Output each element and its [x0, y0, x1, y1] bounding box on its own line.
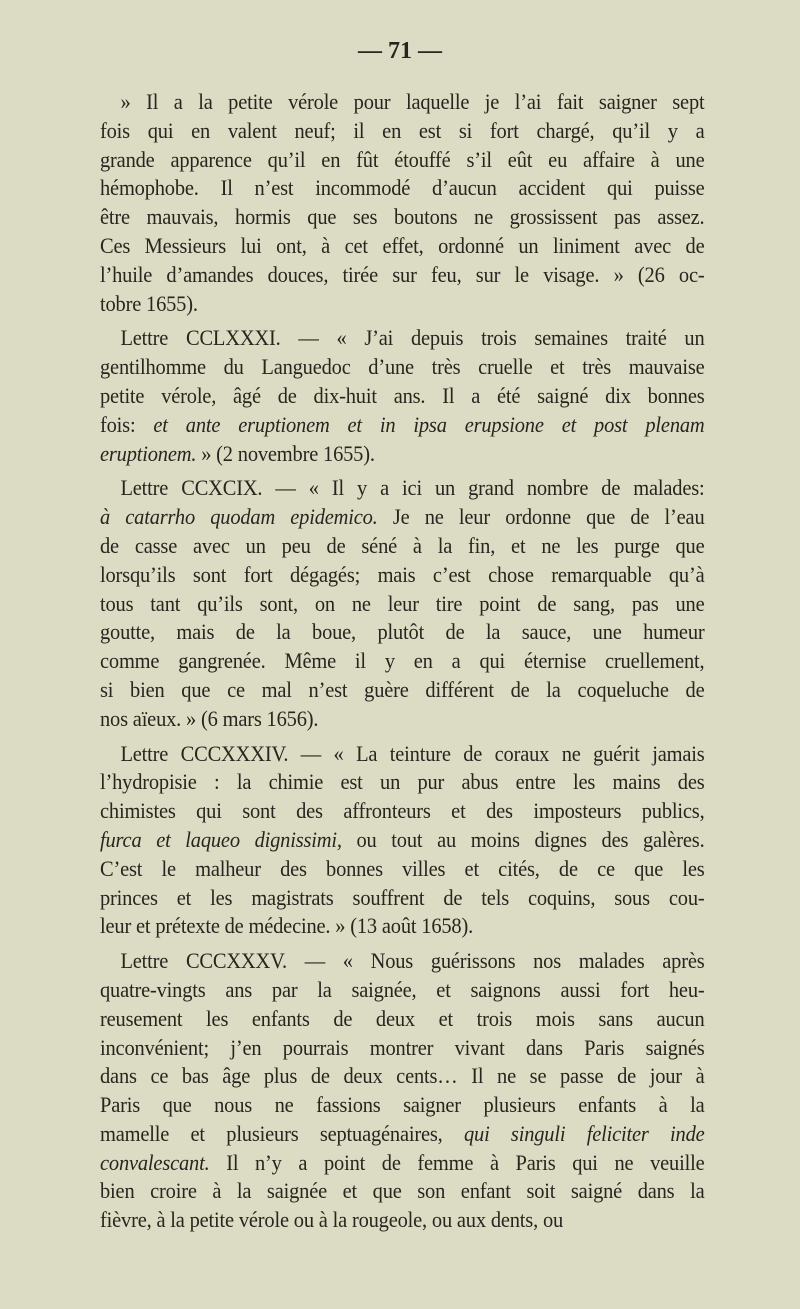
- text-segment: C’est le malheur des bonnes villes et cités, de ce que les: [100, 855, 705, 881]
- text-line: [100, 503, 705, 532]
- text-line: [100, 232, 705, 261]
- text-line: [100, 1120, 705, 1149]
- text-line: [100, 1034, 705, 1063]
- latin-italic-text: furca et laqueo dignissimi,: [100, 826, 342, 852]
- text-line: [100, 590, 705, 619]
- text-line: [100, 1149, 705, 1178]
- text-line: [100, 353, 705, 382]
- text-line: [100, 705, 705, 734]
- text-segment: Il n’y a point de femme à Paris qui ne veuille: [209, 1149, 705, 1175]
- text-line: [100, 203, 705, 232]
- text-segment: gentilhomme du Languedoc d’une très cruelle et très mauvaise: [100, 354, 705, 380]
- text-line: [100, 382, 705, 411]
- text-segment: être mauvais, hormis que ses boutons ne grossissent pas assez.: [100, 204, 705, 230]
- latin-italic-text: et ante eruptionem et in ipsa erupsione et post plenam: [153, 411, 705, 437]
- text-segment: dans ce bas âge plus de deux cents… Il ne se passe de jour à: [100, 1063, 705, 1089]
- text-segment: hémophobe. Il n’est incommodé d’aucun accident qui puisse: [100, 175, 705, 201]
- text-segment: Lettre CCXCIX. — « Il y a ici un grand nombre de malades:: [120, 475, 705, 501]
- text-segment: chimistes qui sont des affronteurs et des imposteurs publics,: [100, 798, 705, 824]
- text-segment: ou tout au moins dignes des galères.: [341, 826, 705, 852]
- text-segment: tobre 1655).: [100, 290, 198, 316]
- text-segment: fièvre, à la petite vérole ou à la rougeole, ou aux dents, ou: [100, 1207, 564, 1233]
- text-line: [100, 1177, 705, 1206]
- text-segment: l’hydropisie : la chimie est un pur abus entre les mains des: [100, 769, 705, 795]
- text-line: [100, 411, 705, 440]
- text-segment: Paris que nous ne fassions saigner plusieurs enfants à la: [100, 1092, 705, 1118]
- text-line: [100, 826, 705, 855]
- text-line: [100, 855, 705, 884]
- text-line: [100, 174, 705, 203]
- paragraph: [100, 88, 705, 318]
- text-line: [100, 88, 705, 117]
- text-segment: lorsqu’ils sont fort dégagés; mais c’est chose remarquable qu’à: [100, 561, 705, 587]
- text-line: [100, 532, 705, 561]
- text-line: [100, 561, 705, 590]
- paragraph: [100, 947, 705, 1235]
- paragraph: [100, 324, 705, 468]
- page-number: — 71 —: [358, 38, 442, 64]
- text-line: [100, 474, 705, 503]
- text-line: [100, 290, 705, 319]
- text-segment: leur et prétexte de médecine. » (13 août 1658).: [100, 913, 474, 939]
- text-segment: Lettre CCLXXXI. — « J’ai depuis trois semaines traité un: [120, 325, 705, 351]
- latin-italic-text: à catarrho quodam epidemico.: [100, 504, 378, 530]
- text-segment: Je ne leur ordonne que de l’eau: [377, 504, 705, 530]
- text-line: [100, 1005, 705, 1034]
- text-line: [100, 440, 705, 469]
- text-segment: bien croire à la saignée et que son enfant soit saigné dans la: [100, 1178, 705, 1204]
- text-line: [100, 1206, 705, 1235]
- latin-italic-text: eruptionem.: [100, 440, 197, 466]
- text-line: [100, 676, 705, 705]
- text-line: [100, 117, 705, 146]
- latin-italic-text: convalescant.: [100, 1149, 210, 1175]
- text-line: [100, 146, 705, 175]
- text-segment: » Il a la petite vérole pour laquelle je l’ai fait saigner sept: [120, 89, 705, 114]
- text-segment: tous tant qu’ils sont, on ne leur tire point de sang, pas une: [100, 590, 705, 616]
- text-segment: grande apparence qu’il en fût étouffé s’il eût eu affaire à une: [100, 146, 705, 172]
- latin-italic-text: qui singuli feliciter inde: [463, 1120, 705, 1146]
- text-segment: quatre-vingts ans par la saignée, et saignons aussi fort heu-: [100, 976, 705, 1002]
- text-line: [100, 912, 705, 941]
- text-segment: fois:: [100, 411, 154, 437]
- text-segment: si bien que ce mal n’est guère différent de la coqueluche de: [100, 676, 705, 702]
- text-line: [100, 947, 705, 976]
- text-line: [100, 618, 705, 647]
- text-line: [100, 1062, 705, 1091]
- text-line: [100, 797, 705, 826]
- text-segment: petite vérole, âgé de dix-huit ans. Il a été saigné dix bonnes: [100, 382, 705, 408]
- text-segment: » (2 novembre 1655).: [196, 440, 375, 466]
- paragraph: [100, 474, 705, 733]
- text-segment: Ces Messieurs lui ont, à cet effet, ordonné un liniment avec de: [100, 232, 705, 258]
- text-line: [100, 647, 705, 676]
- text-segment: reusement les enfants de deux et trois mois sans aucun: [100, 1005, 705, 1031]
- text-segment: Lettre CCCXXXIV. — « La teinture de coraux ne guérit jamais: [120, 740, 705, 766]
- text-line: [100, 976, 705, 1005]
- body-text: [100, 88, 705, 1235]
- text-line: [100, 1091, 705, 1120]
- text-segment: goutte, mais de la boue, plutôt de la sauce, une humeur: [100, 619, 705, 645]
- text-line: [100, 740, 705, 769]
- text-line: [100, 261, 705, 290]
- text-segment: mamelle et plusieurs septuagénaires,: [100, 1120, 464, 1146]
- text-segment: l’huile d’amandes douces, tirée sur feu, sur le visage. » (26 oc-: [100, 261, 705, 287]
- text-line: [100, 324, 705, 353]
- text-line: [100, 768, 705, 797]
- text-segment: de casse avec un peu de séné à la fin, et ne les purge que: [100, 532, 705, 558]
- paragraph: [100, 740, 705, 942]
- text-segment: comme gangrenée. Même il y en a qui éternise cruellement,: [100, 648, 705, 674]
- text-segment: nos aïeux. » (6 mars 1656).: [100, 705, 319, 731]
- text-segment: Lettre CCCXXXV. — « Nous guérissons nos malades après: [120, 948, 705, 974]
- text-segment: inconvénient; j’en pourrais montrer vivant dans Paris saignés: [100, 1034, 705, 1060]
- text-segment: princes et les magistrats souffrent de tels coquins, sous cou-: [100, 884, 705, 910]
- text-segment: fois qui en valent neuf; il en est si fort chargé, qu’il y a: [100, 117, 705, 143]
- text-line: [100, 884, 705, 913]
